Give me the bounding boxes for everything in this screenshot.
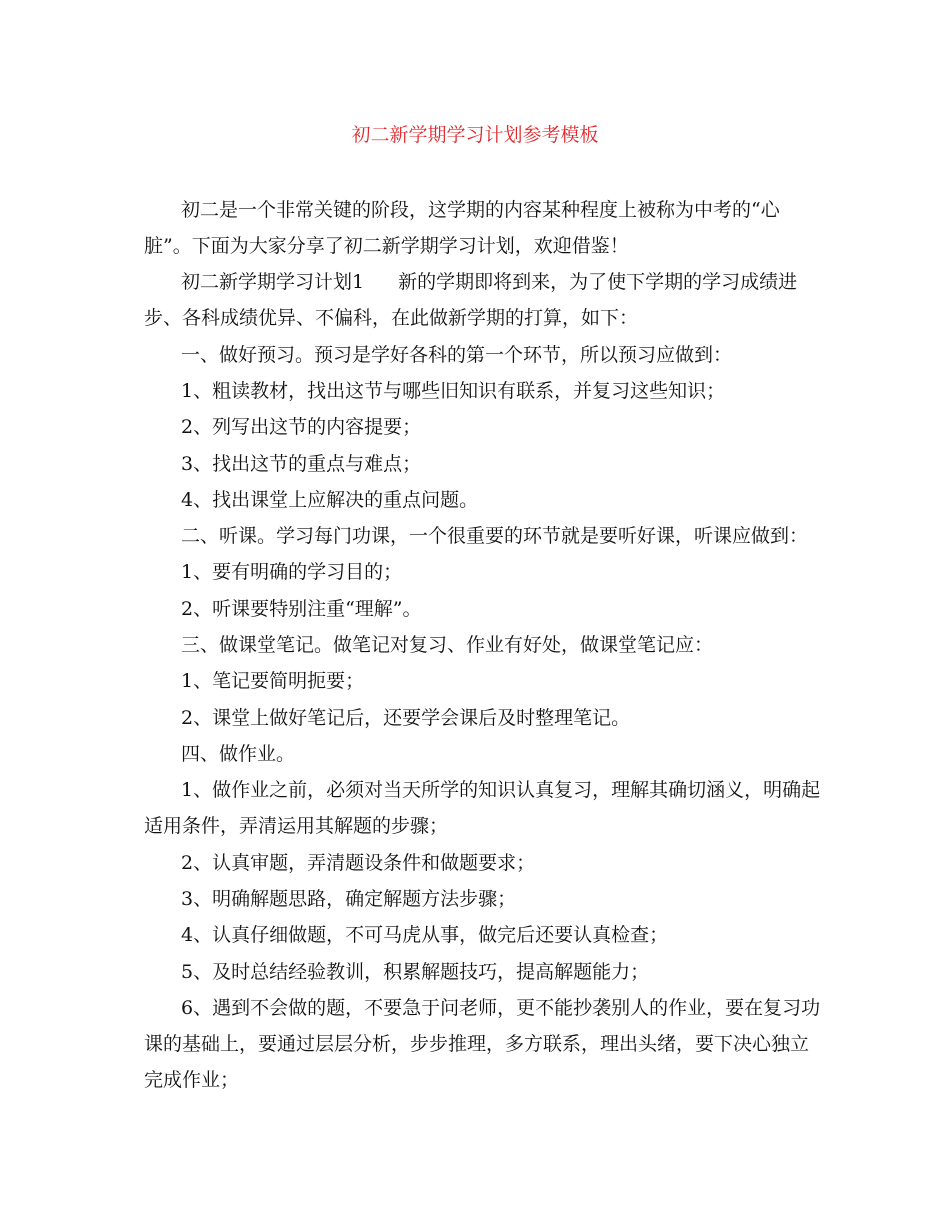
section-4-item-4: 4、认真仔细做题，不可马虎从事，做完后还要认真检查；: [181, 924, 669, 946]
section-4-item-6-cont-2: 完成作业；: [144, 1069, 240, 1091]
plan-heading: 初二新学期学习计划1: [181, 271, 365, 293]
section-1-item-3: 3、找出这节的重点与难点；: [181, 453, 422, 475]
section-3-item-1: 1、笔记要简明扼要；: [181, 670, 365, 692]
section-4-item-1-cont: 适用条件，弄清运用其解题的步骤；: [144, 815, 449, 837]
section-3-heading: 三、做课堂笔记。做笔记对复习、作业有好处，做课堂笔记应：: [181, 634, 714, 656]
section-1-heading: 一、做好预习。预习是学好各科的第一个环节，所以预习应做到：: [181, 344, 733, 366]
section-4-item-2: 2、认真审题，弄清题设条件和做题要求；: [181, 852, 536, 874]
section-2-heading: 二、听课。学习每门功课，一个很重要的环节就是要听好课，听课应做到：: [181, 525, 809, 547]
intro-line-2: 脏”。下面为大家分享了初二新学期学习计划，欢迎借鉴！: [144, 235, 629, 257]
section-3-item-2: 2、课堂上做好笔记后，还要学会课后及时整理笔记。: [181, 707, 631, 729]
section-2-item-2: 2、听课要特别注重“理解”。: [181, 598, 422, 620]
section-4-item-6: 6、遇到不会做的题，不要急于问老师，更不能抄袭别人的作业，要在复习功: [181, 997, 821, 1019]
section-2-item-1: 1、要有明确的学习目的；: [181, 561, 403, 583]
section-4-item-5: 5、及时总结经验教训，积累解题技巧，提高解题能力；: [181, 961, 650, 983]
plan-heading-line: [181, 269, 797, 295]
plan-intro-text: 新的学期即将到来，为了使下学期的学习成绩进: [398, 271, 798, 293]
section-1-item-1: 1、粗读教材，找出这节与哪些旧知识有联系，并复习这些知识；: [181, 380, 726, 402]
intro-line-1: 初二是一个非常关键的阶段，这学期的内容某种程度上被称为中考的“心: [181, 199, 780, 221]
document-title: 初二新学期学习计划参考模板: [351, 124, 599, 146]
plan-intro-line-2: 步、各科成绩优异、不偏科，在此做新学期的打算，如下：: [144, 307, 639, 329]
section-4-item-3: 3、明确解题思路，确定解题方法步骤；: [181, 888, 517, 910]
section-1-item-2: 2、列写出这节的内容提要；: [181, 416, 422, 438]
section-4-item-6-cont-1: 课的基础上，要通过层层分析，步步推理，多方联系，理出头绪，要下决心独立: [144, 1033, 810, 1055]
section-1-item-4: 4、找出课堂上应解决的重点问题。: [181, 489, 479, 511]
section-4-item-1: 1、做作业之前，必须对当天所学的知识认真复习，理解其确切涵义，明确起: [181, 779, 821, 801]
section-4-heading: 四、做作业。: [181, 743, 296, 765]
